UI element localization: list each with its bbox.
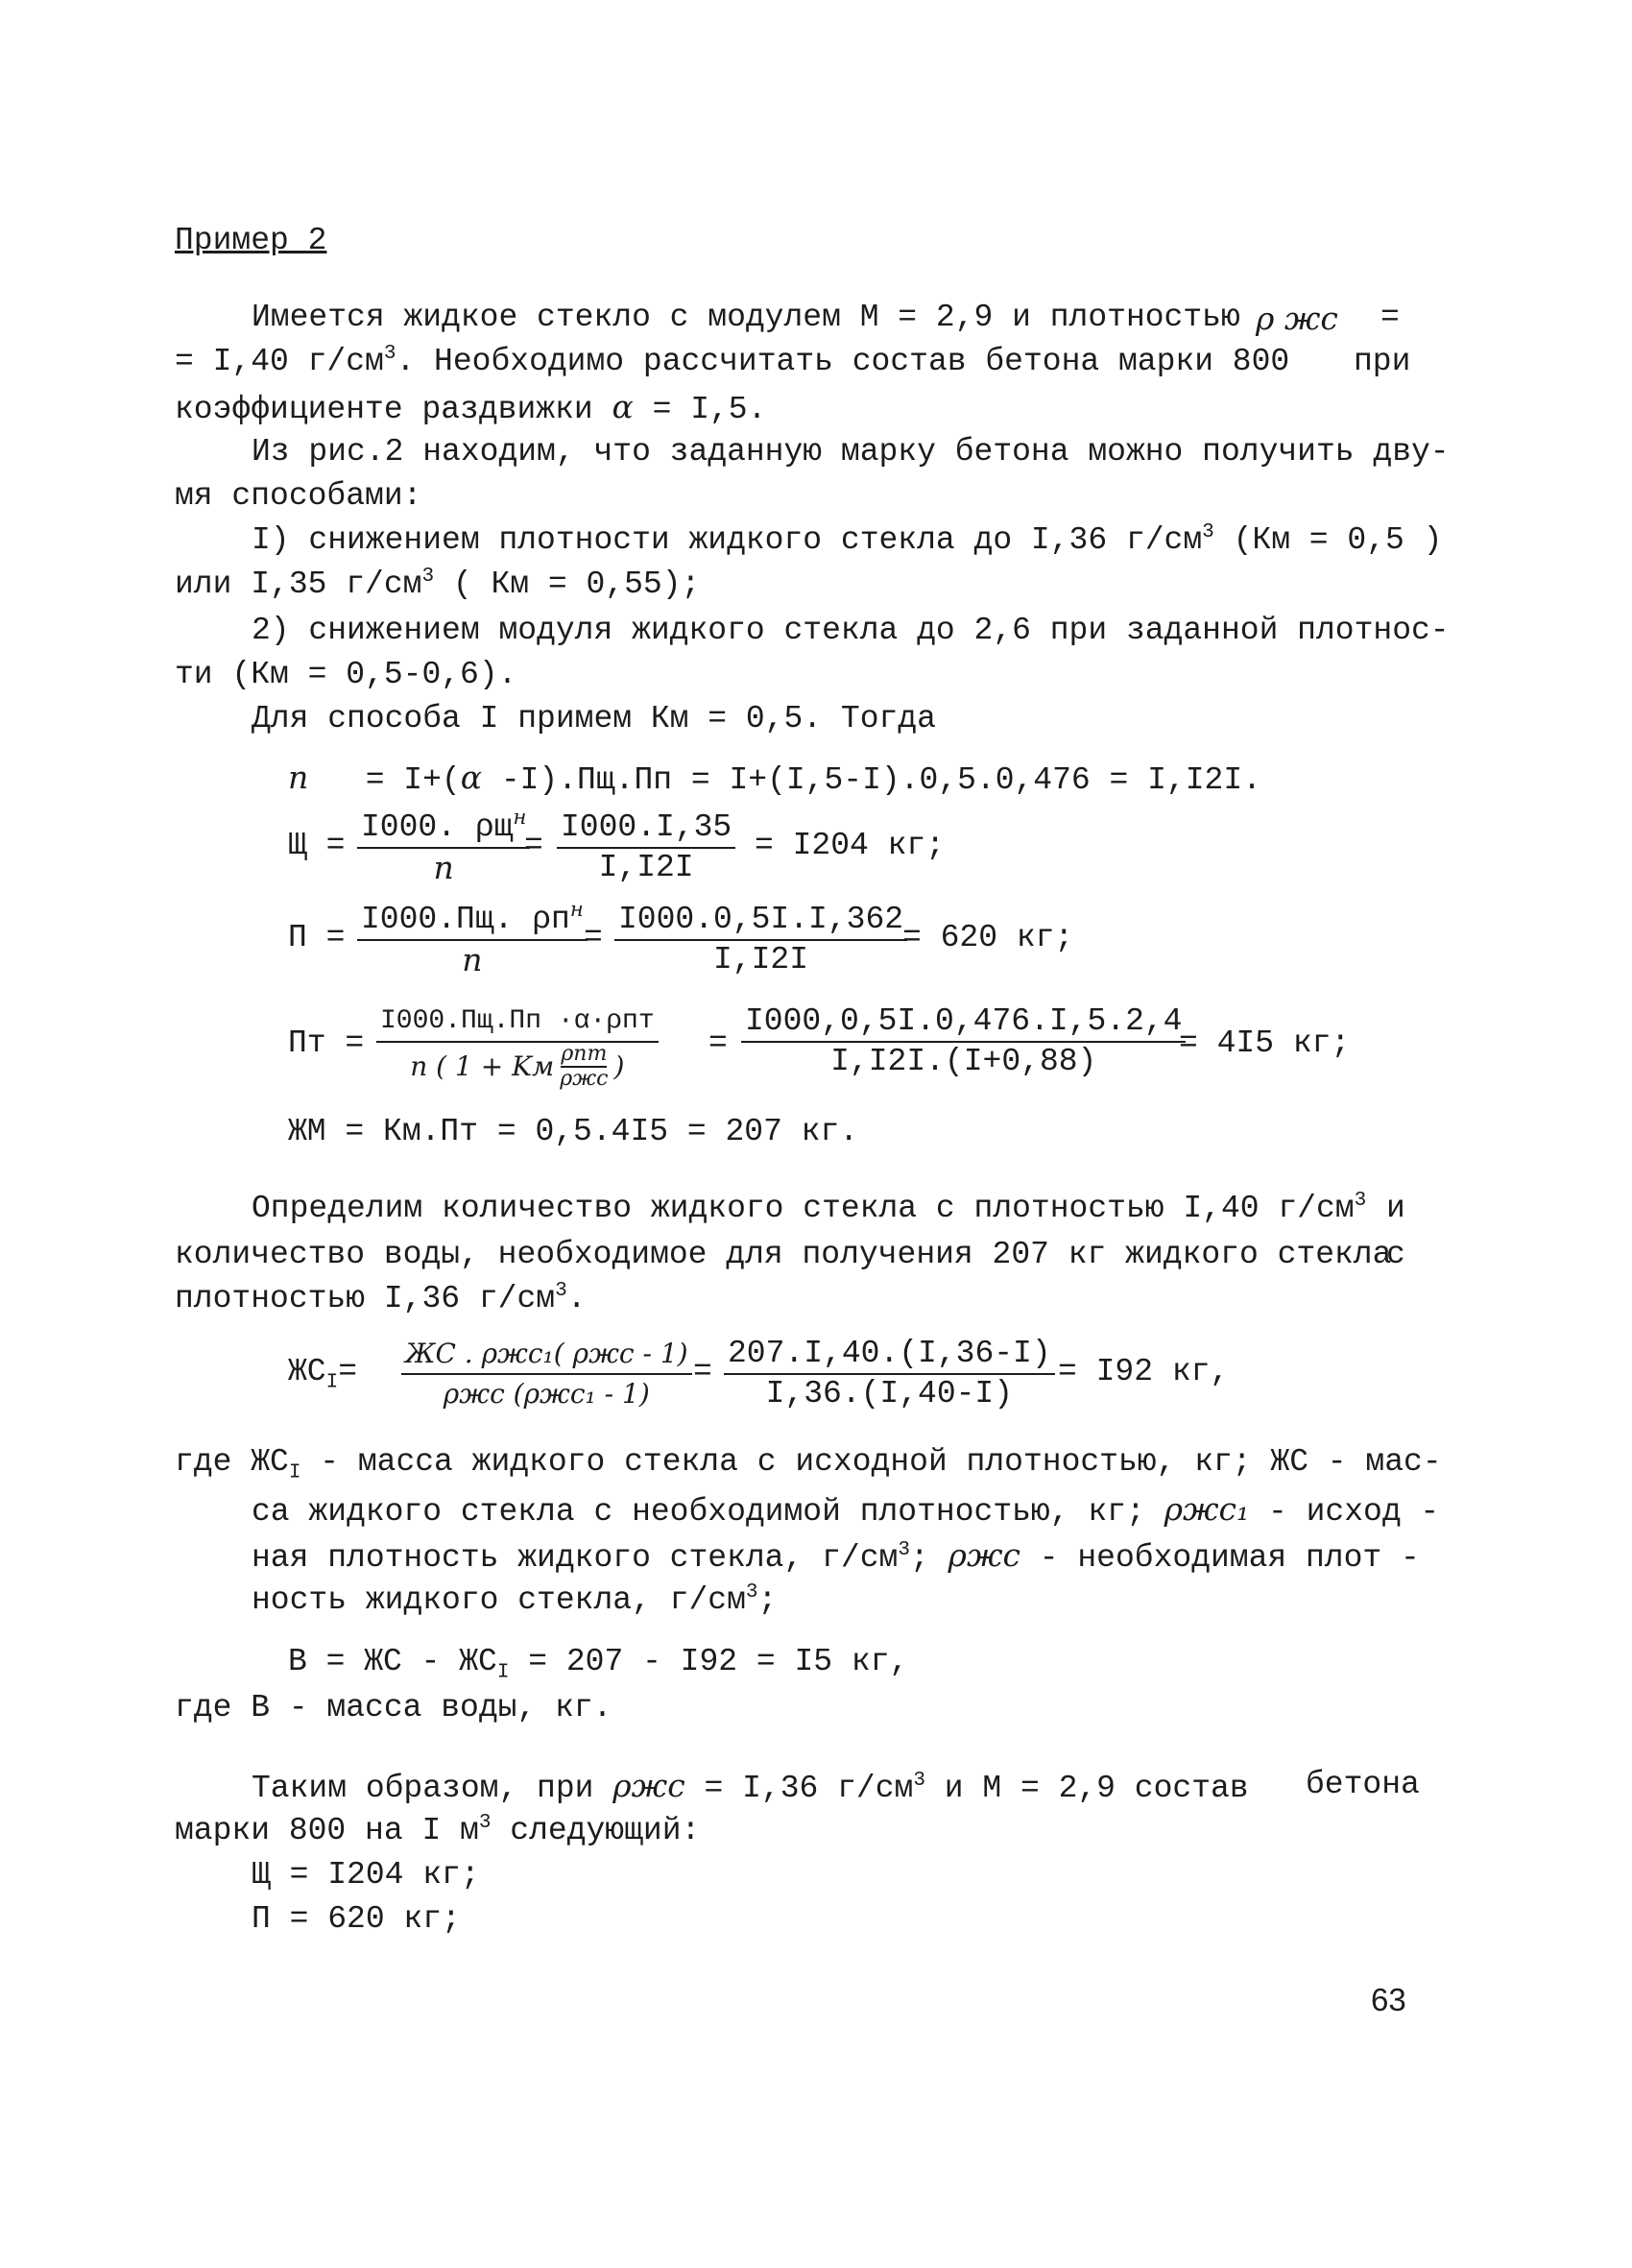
text-line: Щ = I204 кг; (252, 1857, 480, 1893)
text-line: Имеется жидкое стекло с модулем М = 2,9 и плотностью (252, 300, 1240, 335)
equation-pt-lhs: Пт = (288, 1025, 365, 1061)
equation-zhs-eq: = (693, 1354, 712, 1389)
equation-p-result: = 620 кг; (902, 920, 1074, 955)
example-title: Пример 2 (175, 223, 327, 258)
equation-p-eq: = (584, 920, 603, 955)
text-line: I) снижением плотности жидкого стекла до I,36 $г/см^3$ (Км = 0,5 ) (252, 521, 1443, 558)
equation-sch-eq: = (524, 828, 543, 863)
text-line: мя способами: (175, 478, 422, 514)
text-line: ность жидкого стекла, $г/см^3$; (252, 1581, 778, 1618)
equation-p-frac2: $\frac{I000.0,5I.I,362}{I,I2I}$ (614, 901, 907, 979)
equation-zhm: ЖМ = Км.Пт = 0,5.4I5 = 207 кг. (288, 1114, 859, 1149)
text-line: плотностью I,36 $г/см^3$. (175, 1280, 587, 1316)
text-line: где В - масса воды, кг. (175, 1690, 612, 1725)
text-line: или I,35 $г/см^3$ ( Км = 0,55); (175, 566, 701, 602)
equation-sch-frac1: I000. $\rho щ^н$ n (357, 808, 530, 887)
text-line: марки 800 на I $м^3$ следующий: (175, 1812, 701, 1848)
text-line: Таким образом, при ρжс = I,36 $г/см^3$ и М = 2,9 состав (252, 1767, 1249, 1806)
text-line: ти (Км = 0,5-0,6). (175, 657, 517, 692)
text-line: са жидкого стекла с необходимой плотностью, кг; ρжс₁ - исход - (252, 1490, 1440, 1530)
text-line: Определим количество жидкого стекла с плотностью I,40 $г/см^3$ (252, 1190, 1367, 1226)
text-line: Для способа I примем Км = 0,5. Тогда (252, 701, 936, 736)
equation-pt-frac1: I000.Пщ.Пп ·α·ρпт n ( 1 + Kм ρпт ρжс ) (376, 1002, 659, 1091)
equation-sch-result: = I204 кг; (755, 828, 946, 863)
alpha-symbol: α (612, 388, 634, 425)
text-line: = (1380, 300, 1400, 335)
equation-zhs-lhs: $ЖС_I=$ (288, 1354, 358, 1394)
page-number: 63 (1371, 1982, 1406, 2017)
equation-n: n = I+(α -I).Пщ.Пп = I+(I,5-I).0,5.0,476 = I,I2I. (288, 759, 1261, 798)
text-line: количество воды, необходимое для получения 207 кг жидкого стекла (175, 1237, 1392, 1272)
text-line: Из рис.2 находим, что заданную марку бетона можно получить дву- (252, 434, 1450, 470)
equation-b: В = ЖС - $ЖС_I = 207 - I92 = I5$ кг, (288, 1644, 909, 1684)
text-line: при (1354, 344, 1411, 379)
rho-symbol: ρ жс (1256, 300, 1338, 337)
equation-pt-result: = 4I5 кг; (1179, 1025, 1351, 1061)
equation-p-frac1: I000.Пщ. $\rho п^н$ n (357, 901, 588, 979)
equation-sch-lhs: Щ = (288, 828, 346, 863)
text-line: бетона (1306, 1767, 1420, 1802)
text-line: где $ЖС_I$ - масса жидкого стекла с исходной плотностью, кг; ЖС - мас- (175, 1444, 1442, 1484)
equation-zhs-result: = I92 кг, (1058, 1354, 1230, 1389)
text-line: = I,40 $г/см^3$. Необходимо рассчитать состав бетона марки 800 (175, 343, 1290, 379)
text-line: коэффициенте раздвижки α = I,5. (175, 388, 767, 427)
text-line: ная плотность жидкого стекла, $г/см^3$; ρжс - необходимая плот - (252, 1536, 1420, 1576)
text-line: П = 620 кг; (252, 1901, 461, 1937)
text-line: 2) снижением модуля жидкого стекла до 2,6 при заданной плотнос- (252, 613, 1450, 648)
equation-pt-eq: = (708, 1025, 728, 1061)
equation-pt-frac2: $\frac{I000,0,5I.0,476.I,5.2,4}{I,I2I.(I+0,88)}$ (741, 1002, 1186, 1081)
equation-zhs-frac1: ЖС . ρжс₁( ρжс - 1) ρжс (ρжс₁ - 1) (401, 1335, 692, 1413)
equation-zhs-frac2: $\frac{207.I,40.(I,36-I)}{I,36.(I,40-I)}$ (724, 1335, 1055, 1413)
text-line: с (1386, 1237, 1405, 1272)
equation-p-lhs: П = (288, 920, 346, 955)
text-line: и (1386, 1191, 1405, 1226)
equation-sch-frac2: $\frac{I000.I,35}{I,I2I}$ (557, 808, 735, 887)
